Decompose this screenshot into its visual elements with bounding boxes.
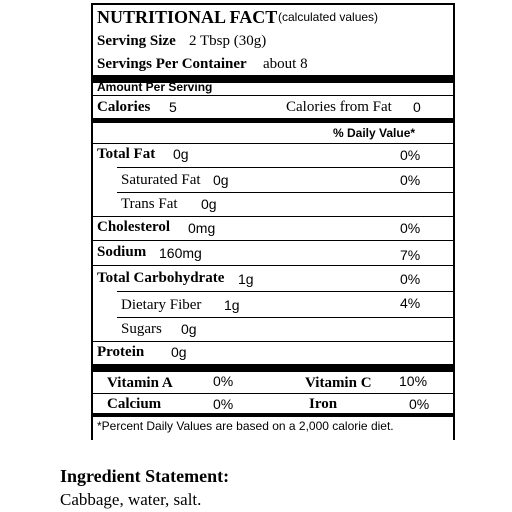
serving-size-value: 2 Tbsp (30g) [189,33,267,49]
nutrient-amount-sugars: 0g [181,321,197,337]
vitamin-a-value: 0% [213,373,234,389]
nutrient-label-total-carbohydrate: Total Carbohydrate [97,270,225,286]
calories-label: Calories [97,99,151,115]
thick-divider [93,413,453,417]
nutrient-label-saturated-fat: Saturated Fat [121,172,201,188]
calories-from-fat-label: Calories from Fat [286,99,392,115]
nutrient-dv-dietary-fiber: 4% [400,295,421,311]
amount-per-serving: Amount Per Serving [97,80,213,94]
nutrient-amount-saturated-fat: 0g [213,172,229,188]
nutrient-amount-protein: 0g [171,344,187,360]
daily-value-footnote: *Percent Daily Values are based on a 2,000 calorie diet. [97,419,394,433]
servings-per-container-value: about 8 [263,56,308,72]
nutrient-amount-trans-fat: 0g [201,196,217,212]
nutrient-amount-dietary-fiber: 1g [224,297,240,313]
nutrient-amount-total-fat: 0g [173,146,189,162]
nutrient-amount-cholesterol: 0mg [188,220,216,236]
nutrient-label-trans-fat: Trans Fat [121,196,178,212]
nutrient-label-sodium: Sodium [97,244,147,260]
divider [117,192,453,193]
divider [93,95,453,96]
divider [117,317,453,318]
divider [93,143,453,144]
nutrient-label-cholesterol: Cholesterol [97,219,171,235]
divider [93,240,453,241]
divider [117,291,453,292]
label-title: NUTRITIONAL FACT [97,7,278,27]
vitamin-c-label: Vitamin C [305,375,372,391]
label-title-note: (calculated values) [278,10,379,24]
thick-divider [93,364,453,372]
servings-per-container-label: Servings Per Container [97,56,247,72]
vitamin-a-label: Vitamin A [107,375,173,391]
calories-value: 5 [169,99,177,115]
daily-value-header: % Daily Value* [333,126,416,140]
nutrition-label [91,3,455,440]
vitamin-c-value: 10% [399,373,428,389]
ingredient-statement-text: Cabbage, water, salt. [60,490,202,509]
nutrient-dv-cholesterol: 0% [400,220,421,236]
divider [93,341,453,342]
nutrient-dv-sodium: 7% [400,247,421,263]
divider [93,216,453,217]
nutrient-label-sugars: Sugars [121,321,162,337]
nutrient-dv-total-fat: 0% [400,147,421,163]
nutrient-label-total-fat: Total Fat [97,146,156,162]
calcium-value: 0% [213,396,234,412]
divider [93,265,453,266]
nutrient-amount-total-carbohydrate: 1g [238,271,254,287]
nutrient-label-protein: Protein [97,344,145,360]
iron-value: 0% [409,396,430,412]
ingredient-statement-title: Ingredient Statement: [60,466,230,486]
nutrient-dv-total-carbohydrate: 0% [400,271,421,287]
nutrient-label-dietary-fiber: Dietary Fiber [121,297,202,313]
nutrient-amount-sodium: 160mg [159,245,202,261]
nutrient-dv-saturated-fat: 0% [400,172,421,188]
serving-size-label: Serving Size [97,33,176,49]
divider [117,167,453,168]
thick-divider [93,118,453,123]
iron-label: Iron [309,396,338,412]
divider [93,393,453,394]
calories-from-fat-value: 0 [413,99,421,115]
calcium-label: Calcium [107,396,162,412]
